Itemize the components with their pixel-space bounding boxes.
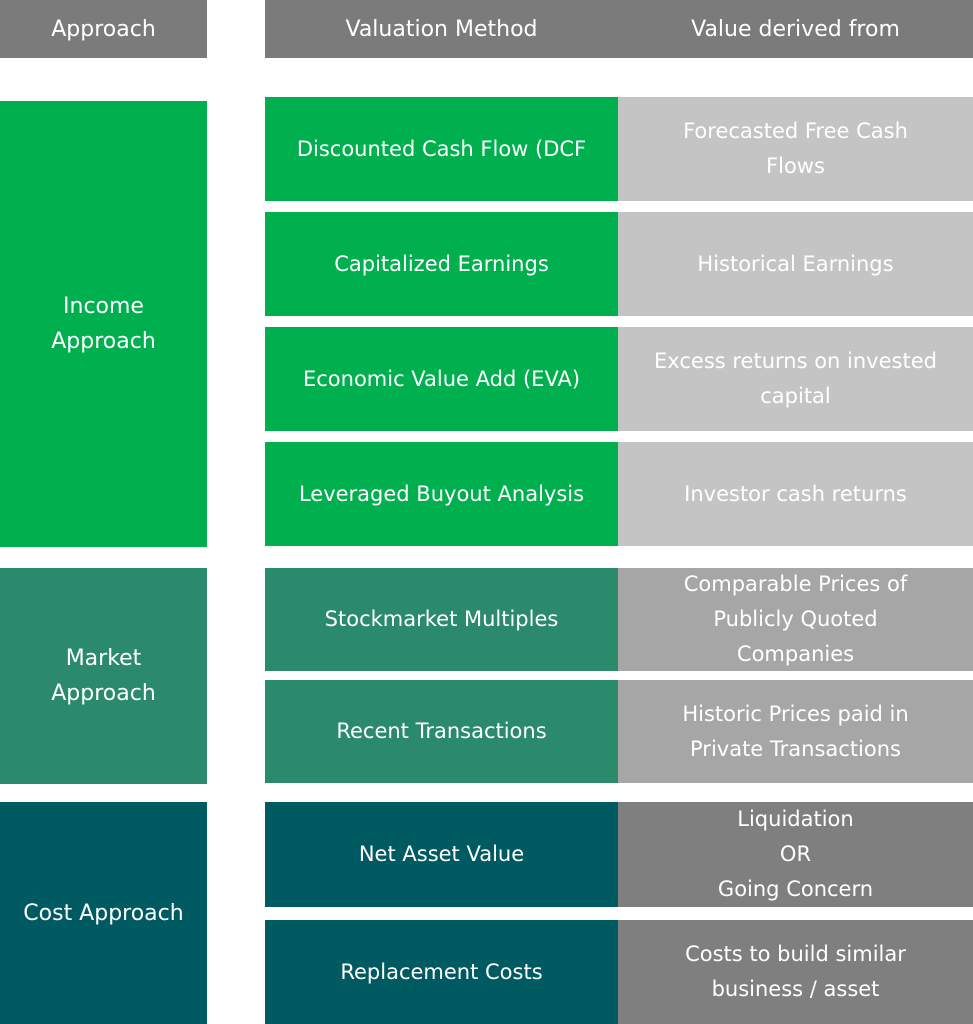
method-eva [265, 327, 618, 431]
source-stockmarket-multiples [618, 568, 973, 671]
method-replacement-costs [265, 920, 618, 1024]
source-recent-transactions [618, 680, 973, 783]
method-lbo [265, 442, 618, 546]
source-capitalized-earnings [618, 212, 973, 316]
approach-income [0, 101, 207, 547]
method-recent-transactions [265, 680, 618, 783]
method-label: Capitalized Earnings [334, 251, 549, 276]
source-label: Historical Earnings [697, 251, 894, 276]
source-eva [618, 327, 973, 431]
approach-cost-label: Cost Approach [23, 900, 184, 926]
method-label: Recent Transactions [336, 719, 547, 743]
source-label: Costs to build similar business / asset [685, 942, 906, 1001]
source-label: Forecasted Free Cash Flows [683, 119, 908, 178]
source-label: Liquidation OR Going Concern [717, 807, 874, 901]
method-label: Stockmarket Multiples [324, 607, 559, 631]
header-value-derived-from [618, 0, 973, 58]
method-label: Economic Value Add (EVA) [302, 366, 581, 391]
approach-income-label: Income Approach [51, 294, 156, 354]
method-dcf [265, 97, 618, 201]
header-approach-label: Approach [51, 16, 156, 42]
method-label: Discounted Cash Flow (DCF [296, 136, 587, 161]
method-label: Replacement Costs [340, 959, 543, 984]
header-source-label: Value derived from [691, 16, 900, 42]
source-label: Comparable Prices of Publicly Quoted Companies [683, 572, 908, 666]
source-net-asset-value [618, 802, 973, 907]
source-label: Investor cash returns [684, 481, 907, 506]
method-net-asset-value [265, 802, 618, 907]
header-method-label: Valuation Method [345, 16, 538, 42]
method-capitalized-earnings [265, 212, 618, 316]
source-replacement-costs [618, 920, 973, 1024]
source-lbo [618, 442, 973, 546]
approach-market-label: Market Approach [51, 646, 156, 706]
source-label: Historic Prices paid in Private Transactions [682, 701, 909, 761]
method-label: Net Asset Value [358, 842, 525, 866]
header-valuation-method [265, 0, 618, 58]
method-label: Leveraged Buyout Analysis [298, 481, 585, 506]
source-dcf [618, 97, 973, 201]
header-approach [0, 0, 207, 58]
method-stockmarket-multiples [265, 568, 618, 671]
approach-market [0, 568, 207, 784]
source-label: Excess returns on invested capital [654, 349, 937, 408]
approach-cost [0, 802, 207, 1024]
